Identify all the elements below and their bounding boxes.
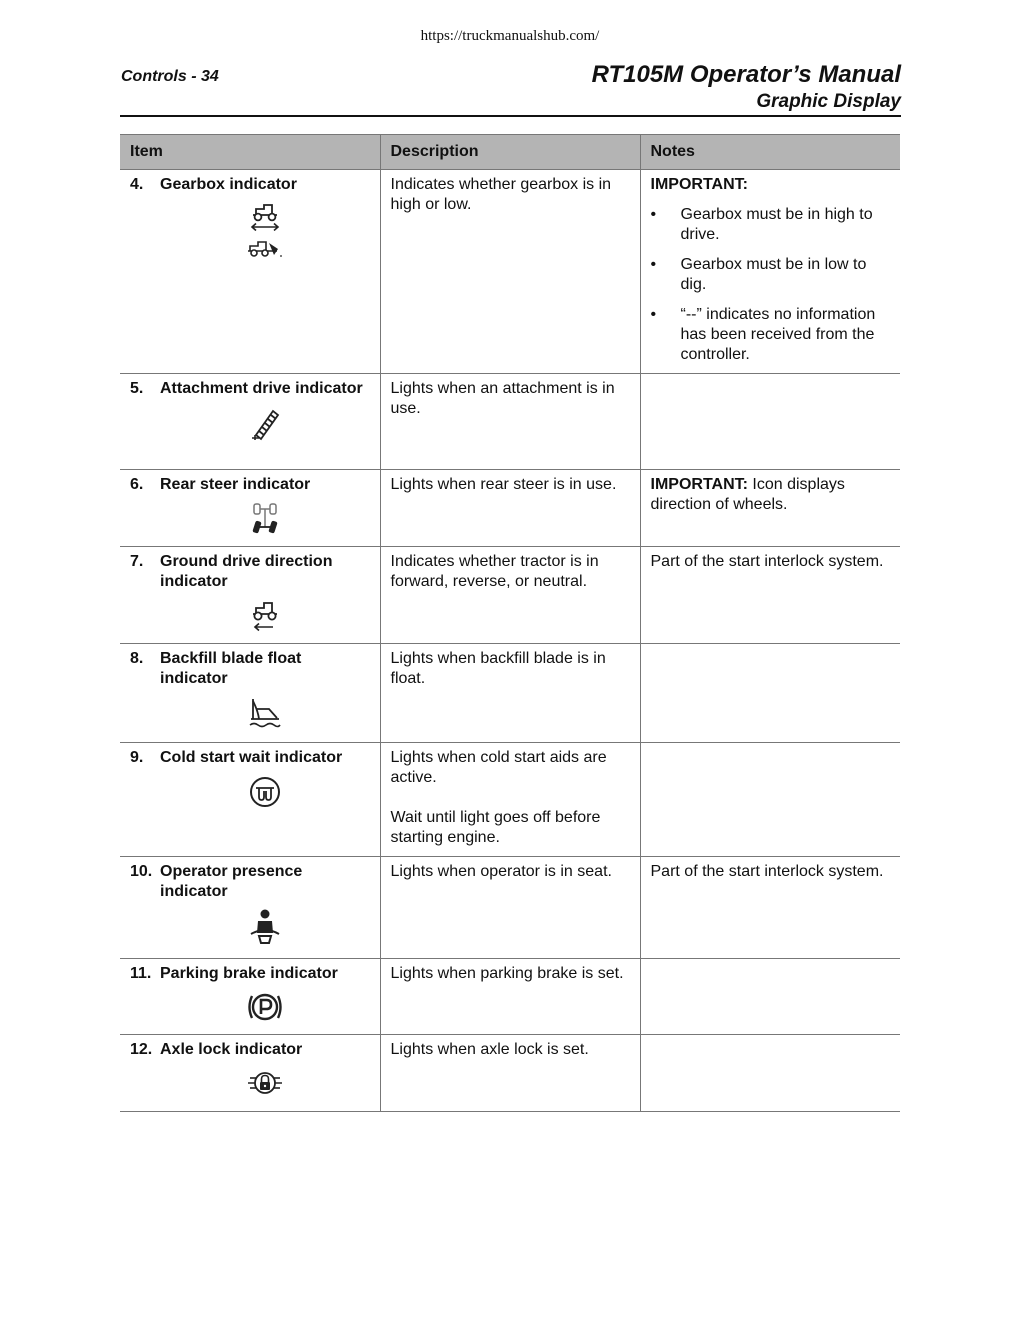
important-label: IMPORTANT: bbox=[650, 476, 748, 493]
item-cell bbox=[120, 959, 380, 1035]
parking-brake-icon bbox=[246, 990, 284, 1024]
item-icons bbox=[130, 984, 370, 1024]
notes-text bbox=[651, 475, 891, 515]
item-name: Operator presence indicator bbox=[160, 863, 303, 900]
description-text: Wait until light goes off before starting engine. bbox=[390, 809, 601, 846]
table-row bbox=[120, 743, 900, 857]
column-header-notes: Notes bbox=[640, 135, 900, 170]
table-row bbox=[120, 857, 900, 959]
description-text: Lights when axle lock is set. bbox=[390, 1041, 589, 1058]
item-number: 8. bbox=[130, 650, 144, 667]
attachment-drive-icon bbox=[247, 405, 283, 441]
bullet-dot: • bbox=[650, 206, 657, 223]
item-icons bbox=[130, 902, 370, 946]
item-number: 4. bbox=[130, 176, 144, 193]
description-text: Lights when rear steer is in use. bbox=[390, 476, 617, 493]
item-cell bbox=[120, 374, 380, 470]
description-text: Lights when operator is in seat. bbox=[390, 863, 612, 880]
item-number: 6. bbox=[130, 476, 144, 493]
description-text: Lights when an attachment is in use. bbox=[390, 380, 615, 417]
item-cell bbox=[120, 470, 380, 547]
description-cell bbox=[380, 470, 640, 547]
ground-drive-icon bbox=[247, 598, 283, 632]
table-row bbox=[120, 170, 900, 374]
bullet-dot: • bbox=[650, 256, 657, 273]
item-heading bbox=[130, 748, 370, 768]
table-header-row bbox=[120, 135, 900, 170]
indicator-table bbox=[120, 134, 900, 1112]
item-icons bbox=[130, 768, 370, 810]
description-cell bbox=[380, 170, 640, 374]
column-header-item: Item bbox=[120, 135, 380, 170]
description-text: Lights when backfill blade is in float. bbox=[390, 650, 606, 687]
source-url[interactable]: https://truckmanualshub.com/ bbox=[420, 28, 600, 44]
notes-text bbox=[651, 552, 891, 572]
item-name: Gearbox indicator bbox=[160, 176, 297, 193]
item-cell bbox=[120, 170, 380, 374]
notes-body: Part of the start interlock system. bbox=[650, 863, 884, 880]
description-cell bbox=[380, 374, 640, 470]
glow-plug-icon bbox=[247, 774, 283, 810]
manual-title: RT105M Operator’s Manual bbox=[591, 61, 901, 88]
section-page-label: Controls - 34 bbox=[121, 68, 219, 85]
item-name: Attachment drive indicator bbox=[160, 380, 363, 397]
item-name: Axle lock indicator bbox=[160, 1041, 303, 1058]
notes-cell bbox=[640, 857, 900, 959]
item-cell bbox=[120, 547, 380, 644]
description-cell bbox=[380, 1035, 640, 1112]
description-text: Indicates whether gearbox is in high or low. bbox=[390, 176, 612, 213]
item-icons bbox=[130, 689, 370, 729]
item-icons bbox=[130, 495, 370, 537]
item-name: Rear steer indicator bbox=[160, 476, 311, 493]
axle-lock-icon bbox=[246, 1066, 284, 1100]
item-heading bbox=[130, 552, 370, 592]
table-row bbox=[120, 1035, 900, 1112]
description-cell bbox=[380, 644, 640, 743]
description-text: Lights when parking brake is set. bbox=[390, 965, 624, 982]
bullet-dot: • bbox=[650, 306, 657, 323]
item-heading bbox=[130, 475, 370, 495]
description-cell bbox=[380, 743, 640, 857]
operator-seat-icon bbox=[247, 908, 283, 946]
notes-cell bbox=[640, 959, 900, 1035]
bullet-text: “--” indicates no information has been received from the controller. bbox=[680, 306, 876, 363]
item-icons bbox=[130, 195, 370, 259]
rear-steer-icon bbox=[249, 501, 281, 537]
item-name: Ground drive direction indicator bbox=[160, 553, 333, 590]
item-heading bbox=[130, 862, 370, 902]
item-heading bbox=[130, 649, 370, 689]
description-text: Indicates whether tractor is in forward, reverse, or neutral. bbox=[390, 553, 599, 590]
table-row bbox=[120, 374, 900, 470]
item-icons bbox=[130, 399, 370, 441]
item-heading bbox=[130, 175, 370, 195]
item-number: 11. bbox=[130, 965, 152, 982]
notes-bullet bbox=[651, 255, 891, 295]
important-label: IMPORTANT: bbox=[650, 176, 748, 193]
description-cell bbox=[380, 857, 640, 959]
item-icons bbox=[130, 1060, 370, 1100]
notes-text bbox=[651, 862, 891, 882]
notes-body: Icon displays direction of wheels. bbox=[650, 476, 845, 513]
notes-text bbox=[651, 175, 891, 195]
item-name: Backfill blade float indicator bbox=[160, 650, 302, 687]
item-number: 7. bbox=[130, 553, 144, 570]
item-cell bbox=[120, 1035, 380, 1112]
item-icons bbox=[130, 592, 370, 632]
table-row bbox=[120, 547, 900, 644]
column-header-description: Description bbox=[380, 135, 640, 170]
item-number: 10. bbox=[130, 863, 153, 880]
item-number: 12. bbox=[130, 1041, 153, 1058]
item-number: 5. bbox=[130, 380, 144, 397]
item-name: Cold start wait indicator bbox=[160, 749, 343, 766]
notes-cell bbox=[640, 547, 900, 644]
notes-cell bbox=[640, 743, 900, 857]
manual-subtitle: Graphic Display bbox=[756, 91, 901, 112]
table-row bbox=[120, 470, 900, 547]
description-cell bbox=[380, 959, 640, 1035]
notes-body: Part of the start interlock system. bbox=[650, 553, 884, 570]
item-name: Parking brake indicator bbox=[160, 965, 338, 982]
notes-bullet bbox=[651, 305, 891, 365]
item-cell bbox=[120, 743, 380, 857]
item-cell bbox=[120, 644, 380, 743]
gearbox-low-icon bbox=[247, 237, 283, 259]
item-heading bbox=[130, 379, 370, 399]
bullet-text: Gearbox must be in high to drive. bbox=[680, 206, 873, 243]
item-heading bbox=[130, 964, 370, 984]
notes-cell bbox=[640, 1035, 900, 1112]
notes-cell bbox=[640, 644, 900, 743]
notes-cell bbox=[640, 374, 900, 470]
table-row bbox=[120, 959, 900, 1035]
gearbox-high-icon bbox=[247, 201, 283, 231]
description-cell bbox=[380, 547, 640, 644]
header-divider bbox=[120, 115, 901, 117]
notes-bullet bbox=[651, 205, 891, 245]
item-heading bbox=[130, 1040, 370, 1060]
blade-float-icon bbox=[247, 695, 283, 729]
notes-cell bbox=[640, 170, 900, 374]
description-text: Lights when cold start aids are active. bbox=[390, 749, 607, 786]
bullet-text: Gearbox must be in low to dig. bbox=[680, 256, 867, 293]
notes-cell bbox=[640, 470, 900, 547]
item-number: 9. bbox=[130, 749, 144, 766]
table-row bbox=[120, 644, 900, 743]
item-cell bbox=[120, 857, 380, 959]
